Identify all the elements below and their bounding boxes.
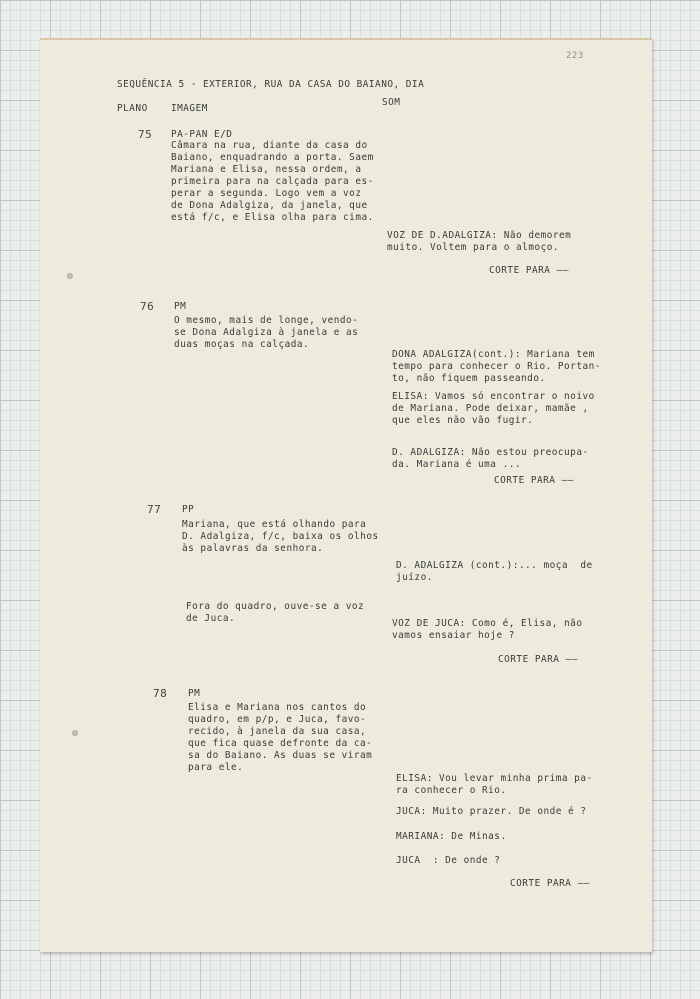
binder-hole — [67, 273, 73, 279]
shot-type: PM — [174, 301, 187, 312]
dialogue: JUCA: Muito prazer. De onde é ? — [396, 806, 587, 817]
scene-number: 78 — [153, 687, 168, 700]
dialogue: JUCA : De onde ? — [396, 855, 501, 866]
cut-to: CORTE PARA —— — [494, 475, 574, 486]
scene-number: 77 — [147, 503, 162, 516]
script-page: 223 SEQUÊNCIA 5 - EXTERIOR, RUA DA CASA DO BAIANO, DIA PLANO IMAGEM SOM 75 PA-PAN E/D Câmara na rua, diante da casa do Baiano, enquadrando a porta. Saem Mariana e Elisa, nessa ordem, a primeira para na calçada para es- perar a segunda. Logo vem a voz de Dona Adalgiza, da janela, que está f/c, e Elisa olha para cima. VOZ DE D.ADALGIZA: Não demorem muito. Voltem para o almoço. CORTE PARA —— 76 PM O mesmo, mais de longe, vendo- se Dona Adalgiza à janela e as duas moças na calçada. DONA ADALGIZA(cont.): Mariana tem tempo para conhecer o Rio. Portan- to, não fiquem passeando. ELISA: Vamos só encontrar o noivo de Mariana. Pode deixar, mamãe , que eles não vão fugir. D. ADALGIZA: Não estou preocupa- da. Mariana é uma ... CORTE PARA —— 77 PP Mariana, que está olhando para D. Adalgiza, f/c, baixa os olhos às palavras da senhora. D. ADALGIZA (cont.):... moça de juízo. Fora do quadro, ouve-se a voz de Juca. VOZ DE JUCA: Como é, Elisa, não vamos ensaiar hoje ? CORTE PARA —— 78 PM Elisa e Mariana nos cantos do quadro, em p/p, e Juca, favo- recido, à janela da sua casa, que fica quase defronte da ca- sa do Baiano. As duas se viram para ele. ELISA: Vou levar minha prima pa- ra conhecer o Rio. JUCA: Muito prazer. De onde é ? MARIANA: De Minas. JUCA : De onde ? CORTE PARA —— — [40, 38, 652, 952]
binder-hole — [72, 730, 78, 736]
cut-to: CORTE PARA —— — [498, 654, 578, 665]
cut-to: CORTE PARA —— — [489, 265, 569, 276]
scene-number: 75 — [138, 128, 153, 141]
page-number: 223 — [566, 51, 584, 61]
shot-type: PA-PAN E/D — [171, 129, 233, 140]
column-imagem: IMAGEM — [171, 103, 208, 114]
shot-type: PM — [188, 688, 201, 699]
shot-type: PP — [182, 504, 195, 515]
scene-number: 76 — [140, 300, 155, 313]
column-plano: PLANO — [117, 103, 148, 114]
sequence-heading: SEQUÊNCIA 5 - EXTERIOR, RUA DA CASA DO BAIANO, DIA — [117, 79, 425, 90]
column-som: SOM — [382, 97, 401, 108]
dialogue: MARIANA: De Minas. — [396, 831, 507, 842]
cut-to: CORTE PARA —— — [510, 878, 590, 889]
